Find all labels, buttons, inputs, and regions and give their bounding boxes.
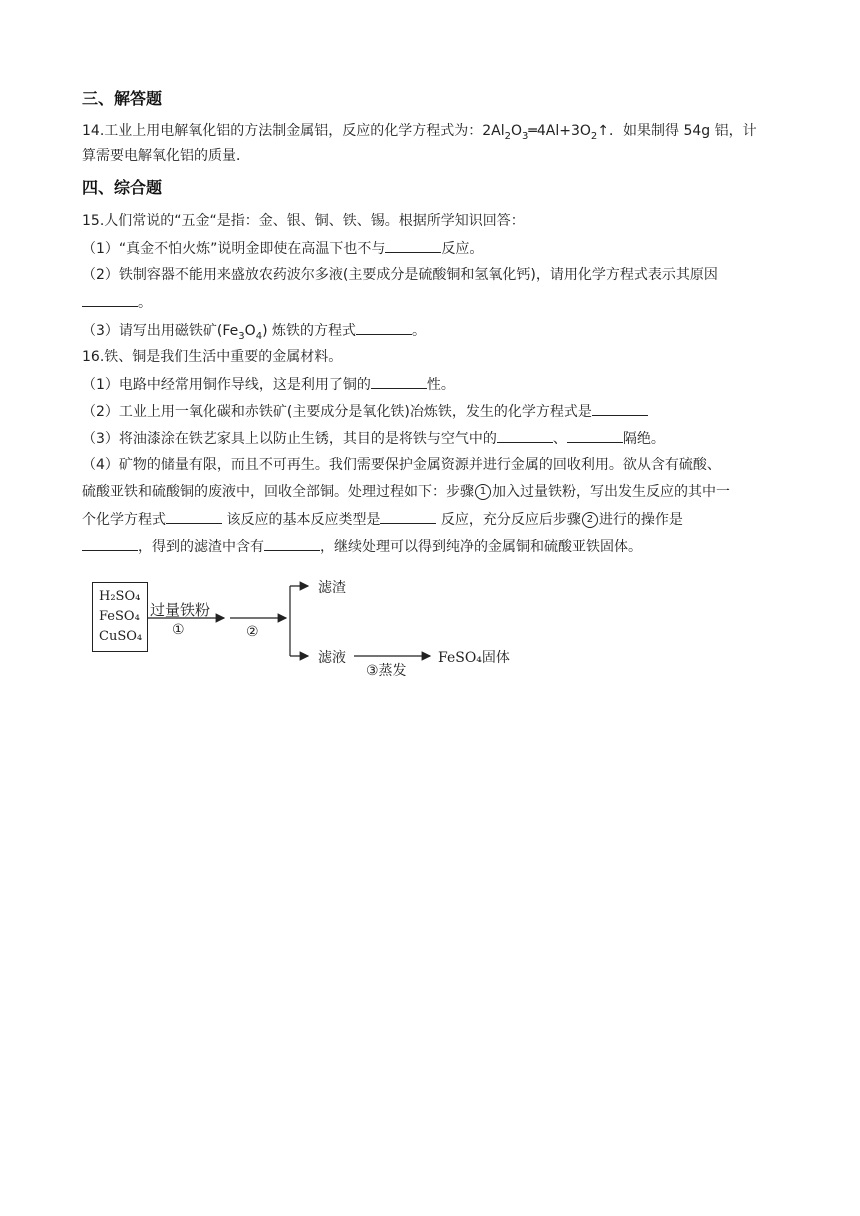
q15-part-3: （3）请写出用磁铁矿$(Fe_3O_4)$ 炼铁的方程式 。 bbox=[82, 320, 790, 347]
answer-blank[interactable] bbox=[166, 509, 222, 524]
section-heading-4: 四、综合题 bbox=[82, 178, 163, 197]
section-heading-3: 三、解答题 bbox=[82, 89, 163, 108]
q16-part-4-line-2: 硫酸亚铁和硫酸铜的废液中，回收全部铜。处理过程如下：步骤 1 加入过量铁粉，写出发生反应的其中一 bbox=[82, 484, 730, 500]
product-label: FeSO₄固体 bbox=[438, 650, 510, 666]
box-item-h2so4: H₂SO₄ bbox=[99, 589, 141, 604]
answer-blank[interactable] bbox=[82, 292, 138, 307]
q16-intro: 16.铁、铜是我们生活中重要的金属材料。 bbox=[82, 349, 343, 365]
step-1-number: ① bbox=[172, 622, 185, 638]
q14-line-2: 算需要电解氧化铝的质量． bbox=[82, 148, 250, 164]
answer-blank[interactable] bbox=[380, 509, 436, 524]
step-number: 1 bbox=[475, 484, 491, 500]
q16-part-4-line-1: （4）矿物的储量有限，而且不可再生。我们需要保护金属资源并进行金属的回收利用。欲从含有硫酸、 bbox=[82, 457, 721, 473]
box-item-feso4: FeSO₄ bbox=[99, 609, 140, 624]
step-1-label: 过量铁粉 bbox=[150, 601, 211, 619]
q15-part-2-line-2: 。 bbox=[82, 292, 790, 313]
filtrate-label: 滤液 bbox=[318, 650, 346, 666]
q16-part-3: （3）将油漆涂在铁艺家具上以防止生锈，其目的是将铁与空气中的 、 隔绝。 bbox=[82, 428, 790, 449]
residue-label: 滤渣 bbox=[318, 580, 346, 596]
box-item-cuso4: CuSO₄ bbox=[99, 629, 143, 644]
answer-blank[interactable] bbox=[371, 374, 427, 389]
flow-arrows bbox=[86, 574, 526, 684]
q16-part-4-line-4: ，得到的滤渣中含有 ，继续处理可以得到纯净的金属铜和硫酸亚铁固体。 bbox=[82, 536, 790, 557]
q15-intro: 15.人们常说的“五金“是指：金、银、铜、铁、锡。根据所学知识回答： bbox=[82, 213, 525, 229]
q16-part-4-line-3: 个化学方程式 该反应的基本反应类型是 反应，充分反应后步骤 2 进行的操作是 bbox=[82, 509, 790, 530]
answer-blank[interactable] bbox=[356, 320, 412, 335]
q16-part-2: （2）工业上用一氧化碳和赤铁矿(主要成分是氧化铁)冶炼铁，发生的化学方程式是 bbox=[82, 401, 790, 422]
q16-part-1: （1）电路中经常用铜作导线，这是利用了铜的 性。 bbox=[82, 374, 790, 395]
answer-blank[interactable] bbox=[264, 536, 320, 551]
q15-part-2-line-1: （2）铁制容器不能用来盛放农药波尔多液(主要成分是硫酸铜和氢氧化钙)，请用化学方程式表示其原因 bbox=[82, 267, 718, 283]
step-3-label: ③蒸发 bbox=[366, 663, 407, 679]
answer-blank[interactable] bbox=[567, 428, 623, 443]
answer-blank[interactable] bbox=[497, 428, 553, 443]
q15-part-1: （1）“真金不怕火炼”说明金即使在高温下也不与 反应。 bbox=[82, 238, 790, 259]
answer-blank[interactable] bbox=[82, 536, 138, 551]
recovery-flow-diagram bbox=[86, 574, 526, 684]
answer-blank[interactable] bbox=[385, 238, 441, 253]
step-number: 2 bbox=[582, 512, 598, 528]
answer-blank[interactable] bbox=[592, 401, 648, 416]
q14-line-1: 14.工业上用电解氧化铝的方法制金属铝，反应的化学方程式为：$2Al_2O_3═4Al+3O_2↑$．如果制得 54g 铝，计 bbox=[82, 123, 757, 142]
step-2-number: ② bbox=[246, 624, 259, 640]
